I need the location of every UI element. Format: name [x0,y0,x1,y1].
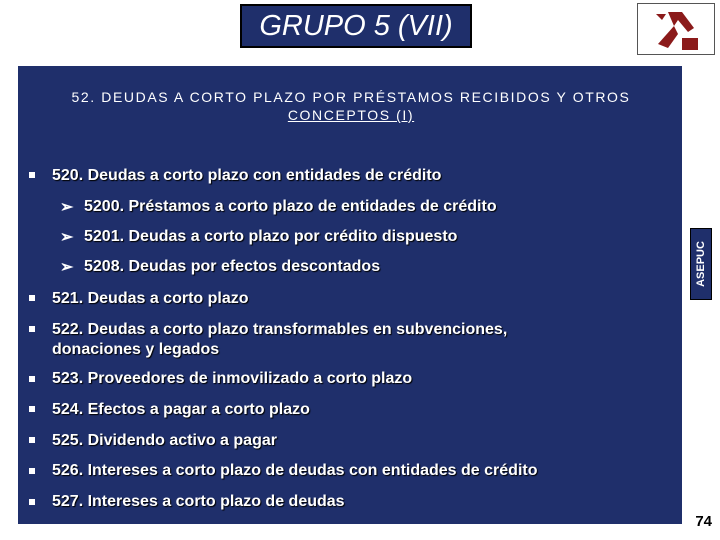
side-label: ASEPUC [695,241,707,287]
list-item: 521. Deudas a corto plazo [52,290,249,307]
square-bullet-icon [28,467,36,475]
list-item: 525. Dividendo activo a pagar [52,432,277,449]
list-item: 524. Efectos a pagar a corto plazo [52,401,310,418]
square-bullet-icon [28,294,36,302]
square-bullet-icon [28,498,36,506]
square-bullet-icon [28,405,36,413]
section-heading [36,88,666,124]
square-bullet-icon [28,171,36,179]
square-bullet-icon [28,375,36,383]
list-item: 527. Intereses a corto plazo de deudas [52,493,345,510]
arrow-bullet-icon: ➢ [60,259,74,276]
arrow-bullet-icon: ➢ [60,199,74,216]
heading-line-1: 52. DEUDAS A CORTO PLAZO POR PRÉSTAMOS RECIBIDOS Y OTROS [71,89,631,105]
list-item: 520. Deudas a corto plazo con entidades de crédito [52,167,442,184]
sub-list-item: 5201. Deudas a corto plazo por crédito dispuesto [84,228,458,245]
page-number: 74 [695,513,712,530]
slide-title: GRUPO 5 (VII) [240,4,472,48]
heading-line-2: CONCEPTOS (I) [287,107,415,123]
side-label-box [690,228,712,300]
arrow-bullet-icon: ➢ [60,229,74,246]
sub-list-item: 5200. Préstamos a corto plazo de entidades de crédito [84,198,497,215]
list-item: 522. Deudas a corto plazo transformables en subvenciones, donaciones y legados [52,321,508,358]
sub-list-item: 5208. Deudas por efectos descontados [84,258,381,275]
square-bullet-icon [28,325,36,333]
asepuc-logo [637,3,715,55]
list-item: 526. Intereses a corto plazo de deudas con entidades de crédito [52,462,538,479]
square-bullet-icon [28,436,36,444]
list-item: 523. Proveedores de inmovilizado a corto plazo [52,370,413,387]
